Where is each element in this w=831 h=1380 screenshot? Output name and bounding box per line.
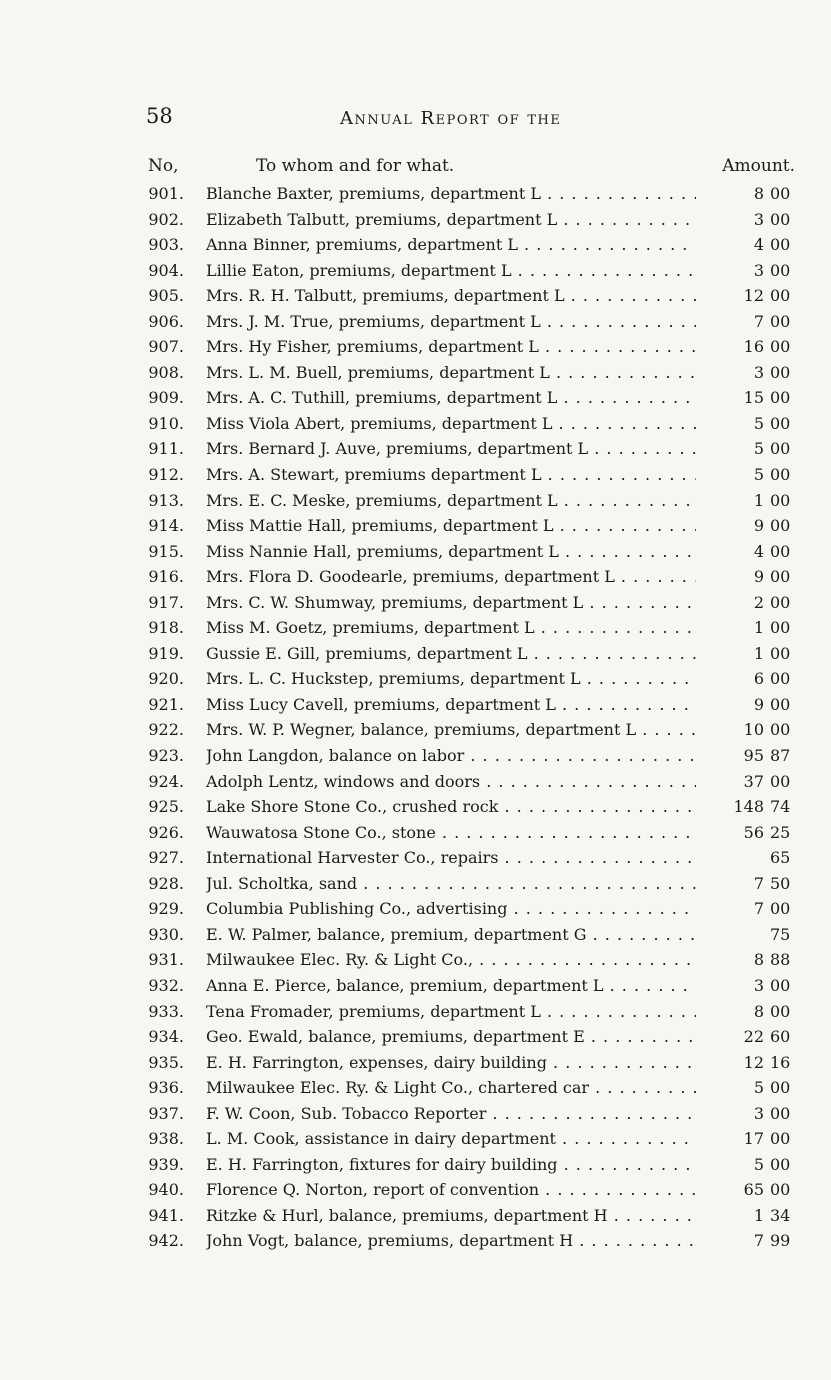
entry-description: F. W. Coon, Sub. Tobacco Reporter . . . [206, 1101, 696, 1127]
entry-amount-dollars: 7 [753, 1231, 764, 1251]
entry-number: 931. [148, 950, 184, 970]
entry-number: 928. [148, 873, 184, 893]
ledger-row [0, 769, 831, 795]
entry-amount-dollars: 3 [753, 362, 764, 382]
entry-description: Miss Viola Abert, premiums, department L . . . [206, 411, 696, 437]
entry-amount-dollars: 16 [743, 337, 764, 357]
entry-description: Columbia Publishing Co., advertising . . . [206, 896, 696, 922]
entry-amount-dollars: 17 [743, 1129, 764, 1149]
entry-number: 916. [148, 567, 184, 587]
entry-amount-cents: 00 [770, 516, 791, 536]
entry-amount-dollars: 9 [753, 567, 764, 587]
ledger-row [0, 666, 831, 692]
entry-amount-dollars: 5 [753, 1154, 764, 1174]
entry-description: Mrs. W. P. Wegner, balance, premiums, department L . . . [206, 717, 696, 743]
entry-amount-cents: 00 [770, 465, 791, 485]
entry-number: 912. [148, 465, 184, 485]
entry-description: Mrs. L. C. Huckstep, premiums, department L . . . [206, 666, 696, 692]
ledger-row [0, 615, 831, 641]
entry-number: 941. [148, 1205, 184, 1225]
entry-number: 925. [148, 797, 184, 817]
entry-number: 937. [148, 1103, 184, 1123]
entry-number: 911. [148, 439, 184, 459]
entry-amount-dollars: 4 [753, 541, 764, 561]
entry-amount-cents: 65 [770, 848, 791, 868]
ledger-row [0, 385, 831, 411]
entry-amount-dollars: 12 [743, 1052, 764, 1072]
entry-description: Mrs. A. Stewart, premiums department L . . . [206, 462, 696, 488]
entry-amount-dollars: 1 [753, 643, 764, 663]
entry-description: Anna E. Pierce, balance, premium, department L . . . [206, 973, 696, 999]
entry-description: Mrs. Hy Fisher, premiums, department L . . . [206, 334, 696, 360]
entry-amount-cents: 88 [770, 950, 791, 970]
entry-amount-cents: 00 [770, 1154, 791, 1174]
ledger-row [0, 283, 831, 309]
ledger-row [0, 1177, 831, 1203]
entry-description: Geo. Ewald, balance, premiums, department E . . . [206, 1024, 696, 1050]
entry-number: 929. [148, 899, 184, 919]
entry-amount-dollars: 1 [753, 1205, 764, 1225]
ledger-row [0, 641, 831, 667]
entry-description: Milwaukee Elec. Ry. & Light Co., . . . [206, 947, 696, 973]
entry-description: Mrs. L. M. Buell, premiums, department L . . . [206, 360, 696, 386]
entry-number: 913. [148, 490, 184, 510]
ledger-row [0, 947, 831, 973]
ledger-row [0, 207, 831, 233]
entry-description: Anna Binner, premiums, department L . . . [206, 232, 696, 258]
entry-amount-cents: 00 [770, 490, 791, 510]
entry-number: 920. [148, 669, 184, 689]
entry-amount-cents: 34 [770, 1205, 791, 1225]
ledger-row [0, 1101, 831, 1127]
ledger-row [0, 309, 831, 335]
entry-amount-cents: 00 [770, 899, 791, 919]
entry-number: 917. [148, 592, 184, 612]
entry-number: 910. [148, 413, 184, 433]
entry-description: Blanche Baxter, premiums, department L . . . [206, 181, 696, 207]
entry-number: 934. [148, 1027, 184, 1047]
entry-number: 918. [148, 618, 184, 638]
entry-amount-cents: 00 [770, 209, 791, 229]
entry-description: Miss Mattie Hall, premiums, department L . . . [206, 513, 696, 539]
entry-amount-cents: 50 [770, 873, 791, 893]
entry-number: 939. [148, 1154, 184, 1174]
column-header-amount: Amount. [722, 156, 795, 176]
ledger-row [0, 999, 831, 1025]
ledger-row [0, 1228, 831, 1254]
entry-number: 927. [148, 848, 184, 868]
ledger-row [0, 973, 831, 999]
entry-description: International Harvester Co., repairs . . . [206, 845, 696, 871]
entry-number: 915. [148, 541, 184, 561]
entry-number: 932. [148, 975, 184, 995]
ledger-row [0, 717, 831, 743]
entry-amount-cents: 00 [770, 694, 791, 714]
entry-amount-cents: 00 [770, 1103, 791, 1123]
entry-description: Adolph Lentz, windows and doors . . . [206, 769, 696, 795]
entry-number: 902. [148, 209, 184, 229]
ledger-row [0, 820, 831, 846]
entry-description: Gussie E. Gill, premiums, department L . . . [206, 641, 696, 667]
entry-amount-dollars: 7 [753, 873, 764, 893]
entry-description: Mrs. Flora D. Goodearle, premiums, department L . . . [206, 564, 696, 590]
column-header-number: No, [148, 156, 179, 176]
entry-amount-dollars: 5 [753, 413, 764, 433]
ledger-row [0, 564, 831, 590]
ledger-row [0, 896, 831, 922]
entry-amount-dollars: 56 [743, 822, 764, 842]
entry-number: 908. [148, 362, 184, 382]
entry-number: 921. [148, 694, 184, 714]
entry-amount-cents: 00 [770, 184, 791, 203]
ledger-row [0, 539, 831, 565]
entry-amount-dollars: 148 [733, 797, 764, 817]
ledger-row [0, 360, 831, 386]
entry-number: 930. [148, 924, 184, 944]
entry-description: Mrs. C. W. Shumway, premiums, department L . . . [206, 590, 696, 616]
entry-description: Milwaukee Elec. Ry. & Light Co., chartered car . . . [206, 1075, 696, 1101]
entry-amount-cents: 60 [770, 1027, 791, 1047]
entry-number: 942. [148, 1231, 184, 1251]
entry-number: 907. [148, 337, 184, 357]
entry-amount-dollars: 12 [743, 286, 764, 306]
entry-number: 919. [148, 643, 184, 663]
column-header-description: To whom and for what. [256, 156, 455, 176]
entry-amount-cents: 00 [770, 771, 791, 791]
entry-number: 935. [148, 1052, 184, 1072]
entry-amount-cents: 74 [770, 797, 791, 817]
entry-description: John Vogt, balance, premiums, department H . . . [206, 1228, 696, 1254]
ledger-row [0, 1126, 831, 1152]
entry-description: Miss Lucy Cavell, premiums, department L . . . [206, 692, 696, 718]
entry-number: 924. [148, 771, 184, 791]
ledger-row [0, 232, 831, 258]
entry-description: E. H. Farrington, fixtures for dairy building . . . [206, 1152, 696, 1178]
entry-amount-dollars: 1 [753, 490, 764, 510]
entry-description: John Langdon, balance on labor . . . [206, 743, 696, 769]
entry-amount-cents: 00 [770, 1129, 791, 1149]
ledger-row [0, 462, 831, 488]
entry-description: L. M. Cook, assistance in dairy department . . . [206, 1126, 696, 1152]
ledger-row [0, 334, 831, 360]
entry-number: 936. [148, 1078, 184, 1098]
entry-description: Ritzke & Hurl, balance, premiums, department H . . . [206, 1203, 696, 1229]
entry-amount-cents: 00 [770, 337, 791, 357]
entry-amount-dollars: 7 [753, 899, 764, 919]
ledger-row [0, 181, 831, 207]
entry-amount-dollars: 10 [743, 720, 764, 740]
entry-number: 923. [148, 746, 184, 766]
entry-description: Mrs. A. C. Tuthill, premiums, department L . . . [206, 385, 696, 411]
entry-description: Miss M. Goetz, premiums, department L . . . [206, 615, 696, 641]
ledger-row [0, 513, 831, 539]
entry-description: Tena Fromader, premiums, department L . . . [206, 999, 696, 1025]
ledger-row [0, 794, 831, 820]
entry-amount-dollars: 5 [753, 465, 764, 485]
entry-amount-dollars: 7 [753, 311, 764, 331]
entry-amount-cents: 99 [770, 1231, 791, 1251]
entry-amount-cents: 00 [770, 439, 791, 459]
entry-amount-dollars: 3 [753, 1103, 764, 1123]
entry-number: 933. [148, 1001, 184, 1021]
ledger-table [0, 181, 831, 1254]
entry-amount-cents: 00 [770, 1078, 791, 1098]
entry-amount-cents: 00 [770, 618, 791, 638]
entry-description: E. W. Palmer, balance, premium, department G . . . [206, 922, 696, 948]
entry-description: Mrs. J. M. True, premiums, department L . . . [206, 309, 696, 335]
entry-amount-dollars: 95 [743, 746, 764, 766]
running-head: Annual Report of the [340, 108, 562, 129]
entry-description: Elizabeth Talbutt, premiums, department L . . . [206, 207, 696, 233]
entry-description: E. H. Farrington, expenses, dairy building . . . [206, 1050, 696, 1076]
entry-amount-dollars: 9 [753, 516, 764, 536]
entry-amount-dollars: 9 [753, 694, 764, 714]
entry-amount-dollars: 8 [753, 1001, 764, 1021]
entry-amount-dollars: 65 [743, 1180, 764, 1200]
entry-description: Wauwatosa Stone Co., stone . . . [206, 820, 696, 846]
entry-description: Miss Nannie Hall, premiums, department L . . . [206, 539, 696, 565]
entry-amount-dollars: 5 [753, 1078, 764, 1098]
ledger-row [0, 922, 831, 948]
entry-number: 909. [148, 388, 184, 408]
entry-amount-dollars: 5 [753, 439, 764, 459]
entry-number: 914. [148, 516, 184, 536]
entry-number: 938. [148, 1129, 184, 1149]
entry-amount-dollars: 3 [753, 975, 764, 995]
ledger-row [0, 1050, 831, 1076]
entry-amount-dollars: 1 [753, 618, 764, 638]
entry-amount-cents: 00 [770, 643, 791, 663]
entry-amount-cents: 00 [770, 567, 791, 587]
entry-amount-cents: 00 [770, 975, 791, 995]
entry-amount-cents: 00 [770, 235, 791, 255]
entry-number: 906. [148, 311, 184, 331]
entry-description: Florence Q. Norton, report of convention . . . [206, 1177, 696, 1203]
ledger-row [0, 743, 831, 769]
entry-amount-cents: 75 [770, 924, 791, 944]
entry-amount-cents: 87 [770, 746, 791, 766]
page-number: 58 [146, 104, 173, 128]
entry-description: Mrs. R. H. Talbutt, premiums, department L . . . [206, 283, 696, 309]
entry-description: Mrs. E. C. Meske, premiums, department L . . . [206, 488, 696, 514]
entry-amount-dollars: 6 [753, 669, 764, 689]
entry-amount-cents: 00 [770, 311, 791, 331]
entry-amount-cents: 00 [770, 388, 791, 408]
ledger-row [0, 488, 831, 514]
ledger-row [0, 692, 831, 718]
entry-amount-dollars: 4 [753, 235, 764, 255]
ledger-row [0, 1075, 831, 1101]
entry-amount-cents: 00 [770, 413, 791, 433]
entry-amount-cents: 00 [770, 362, 791, 382]
entry-amount-cents: 00 [770, 541, 791, 561]
entry-amount-dollars: 15 [743, 388, 764, 408]
ledger-row [0, 258, 831, 284]
entry-amount-cents: 25 [770, 822, 791, 842]
entry-number: 940. [148, 1180, 184, 1200]
entry-amount-cents: 00 [770, 669, 791, 689]
entry-number: 904. [148, 260, 184, 280]
entry-amount-cents: 00 [770, 592, 791, 612]
entry-amount-cents: 00 [770, 1001, 791, 1021]
ledger-row [0, 1152, 831, 1178]
entry-amount-dollars: 22 [743, 1027, 764, 1047]
entry-number: 926. [148, 822, 184, 842]
entry-amount-dollars: 8 [753, 184, 764, 203]
entry-number: 922. [148, 720, 184, 740]
ledger-row [0, 411, 831, 437]
entry-amount-cents: 00 [770, 720, 791, 740]
entry-amount-dollars: 3 [753, 260, 764, 280]
ledger-row [0, 1203, 831, 1229]
entry-description: Lake Shore Stone Co., crushed rock . . . [206, 794, 696, 820]
entry-number: 903. [148, 235, 184, 255]
entry-amount-dollars: 37 [743, 771, 764, 791]
entry-description: Lillie Eaton, premiums, department L . . . [206, 258, 696, 284]
ledger-row [0, 1024, 831, 1050]
ledger-row [0, 590, 831, 616]
entry-amount-cents: 16 [770, 1052, 791, 1072]
entry-amount-cents: 00 [770, 1180, 791, 1200]
ledger-row [0, 845, 831, 871]
ledger-row [0, 871, 831, 897]
entry-amount-dollars: 2 [753, 592, 764, 612]
entry-amount-dollars: 3 [753, 209, 764, 229]
entry-number: 905. [148, 286, 184, 306]
entry-description: Mrs. Bernard J. Auve, premiums, department L . . . [206, 436, 696, 462]
entry-number: 901. [148, 184, 184, 203]
ledger-row [0, 436, 831, 462]
entry-description: Jul. Scholtka, sand . . . [206, 871, 696, 897]
entry-amount-cents: 00 [770, 260, 791, 280]
entry-amount-dollars: 8 [753, 950, 764, 970]
entry-amount-cents: 00 [770, 286, 791, 306]
